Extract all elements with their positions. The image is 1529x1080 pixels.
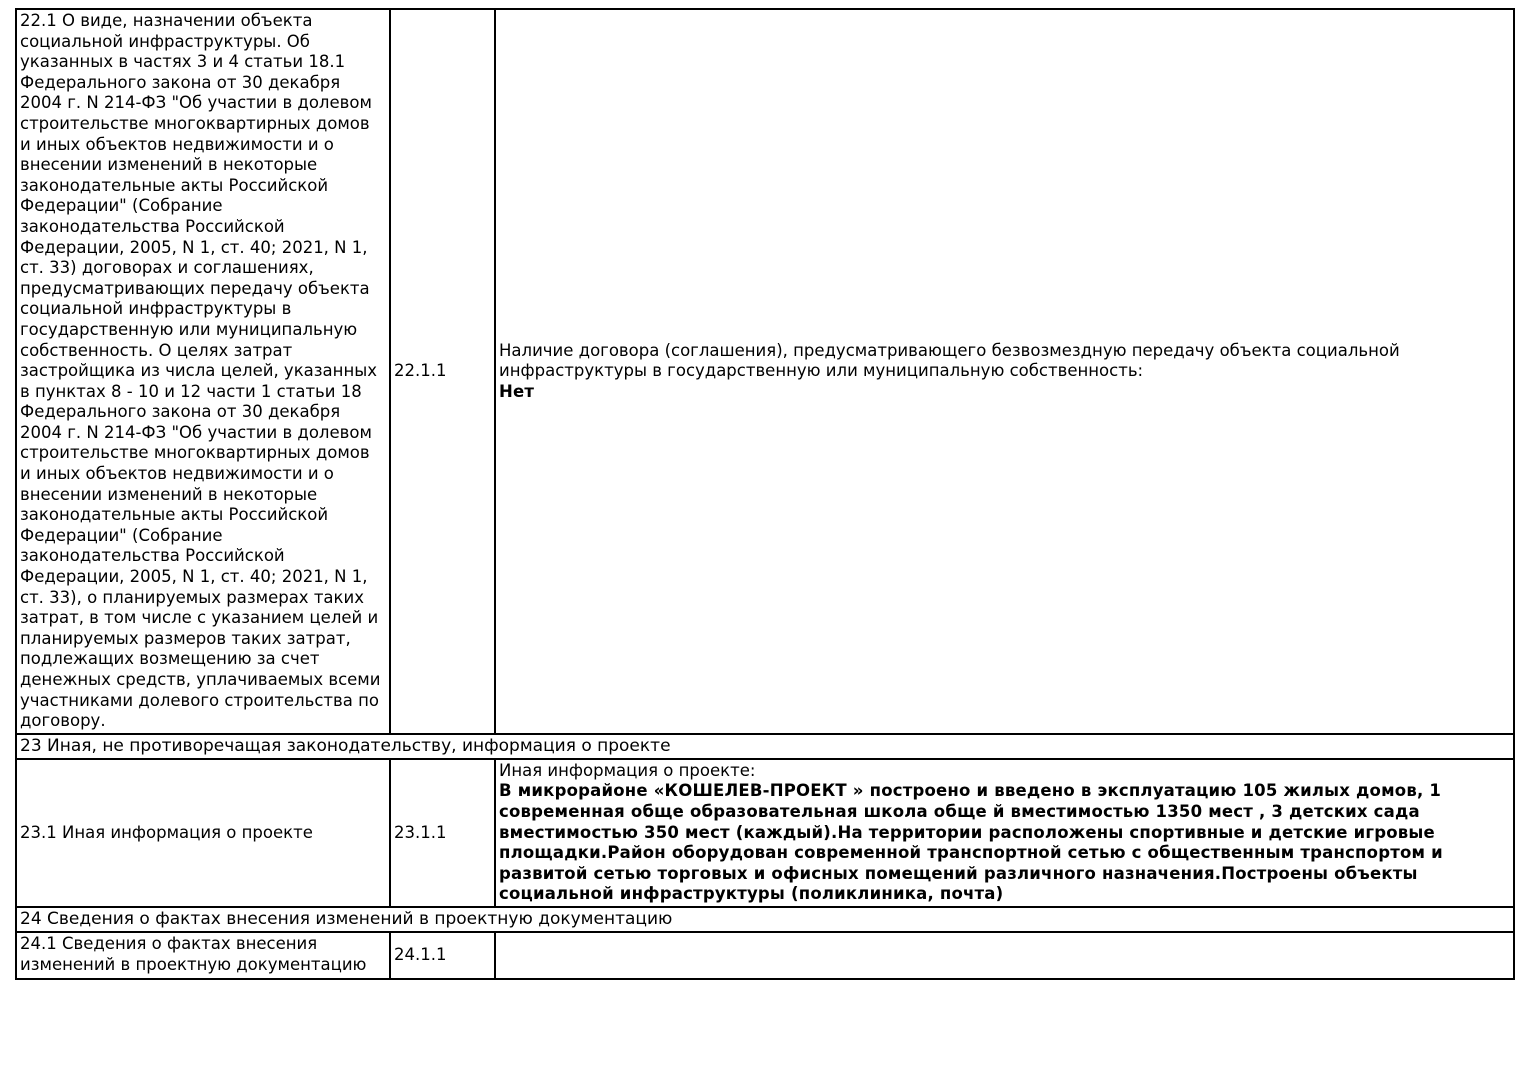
section-header-23: 23 Иная, не противоречащая законодательству, информация о проекте	[16, 734, 1514, 759]
topic-cell-23-1: 23.1 Иная информация о проекте	[16, 759, 390, 907]
table-row-22-1	[16, 9, 1514, 734]
value-label-23-1-1: Иная информация о проекте:	[499, 760, 756, 780]
code-cell-24-1-1: 24.1.1	[390, 932, 495, 979]
topic-cell-22-1: 22.1 О виде, назначении объекта социальной инфраструктуры. Об указанных в частях 3 и 4 статьи 18.1 Федерального закона от 30 декабря 2004 г. N 214-ФЗ "Об участии в долевом строительстве многоквартирных домов и иных объектов недвижимости и о внесении изменений в некоторые законодательные акты Российской Федерации" (Собрание законодательства Российской Федерации, 2005, N 1, ст. 40; 2021, N 1, ст. 33) договорах и соглашениях, предусматривающих передачу объекта социальной инфраструктуры в государственную или муниципальную собственность. О целях затрат застройщика из числа целей, указанных в пунктах 8 - 10 и 12 части 1 статьи 18 Федерального закона от 30 декабря 2004 г. N 214-ФЗ "Об участии в долевом строительстве многоквартирных домов и иных объектов недвижимости и о внесении изменений в некоторые законодательные акты Российской Федерации" (Собрание законодательства Российской Федерации, 2005, N 1, ст. 40; 2021, N 1, ст. 33), о планируемых размерах таких затрат, в том числе с указанием целей и планируемых размеров таких затрат, подлежащих возмещению за счет денежных средств, уплачиваемых всеми участниками долевого строительства по договору.	[16, 9, 390, 734]
value-cell-23-1-1	[495, 759, 1514, 907]
code-cell-22-1-1: 22.1.1	[390, 9, 495, 734]
topic-cell-24-1: 24.1 Сведения о фактах внесения изменений в проектную документацию	[16, 932, 390, 979]
value-cell-22-1-1	[495, 9, 1514, 734]
value-text-23-1-1: В микрорайоне «КОШЕЛЕВ-ПРОЕКТ » построено и введено в эксплуатацию 105 жилых домов, 1 современная обще образовательная школа обще й вместимостью 1350 мест , 3 детских сада вместимостью 350 мест (каждый).На территории расположены спортивные и детские игровые площадки.Район оборудован современной транспортной сетью с общественным транспортом и развитой сетью торговых и офисных помещений различного назначения.Построены объекты социальной инфраструктуры (поликлиника, почта)	[499, 781, 1443, 904]
table-row-23-1	[16, 759, 1514, 907]
table-row-section-24	[16, 907, 1514, 932]
value-label-22-1-1: Наличие договора (соглашения), предусматривающего безвозмездную передачу объекта социальной инфраструктуры в государственную или муниципальную собственность:	[499, 340, 1400, 381]
code-cell-23-1-1: 23.1.1	[390, 759, 495, 907]
value-cell-24-1-1	[495, 932, 1514, 979]
project-declaration-table	[15, 8, 1515, 980]
value-text-22-1-1: Нет	[499, 381, 535, 401]
section-header-24: 24 Сведения о фактах внесения изменений в проектную документацию	[16, 907, 1514, 932]
table-row-24-1	[16, 932, 1514, 979]
table-row-section-23	[16, 734, 1514, 759]
